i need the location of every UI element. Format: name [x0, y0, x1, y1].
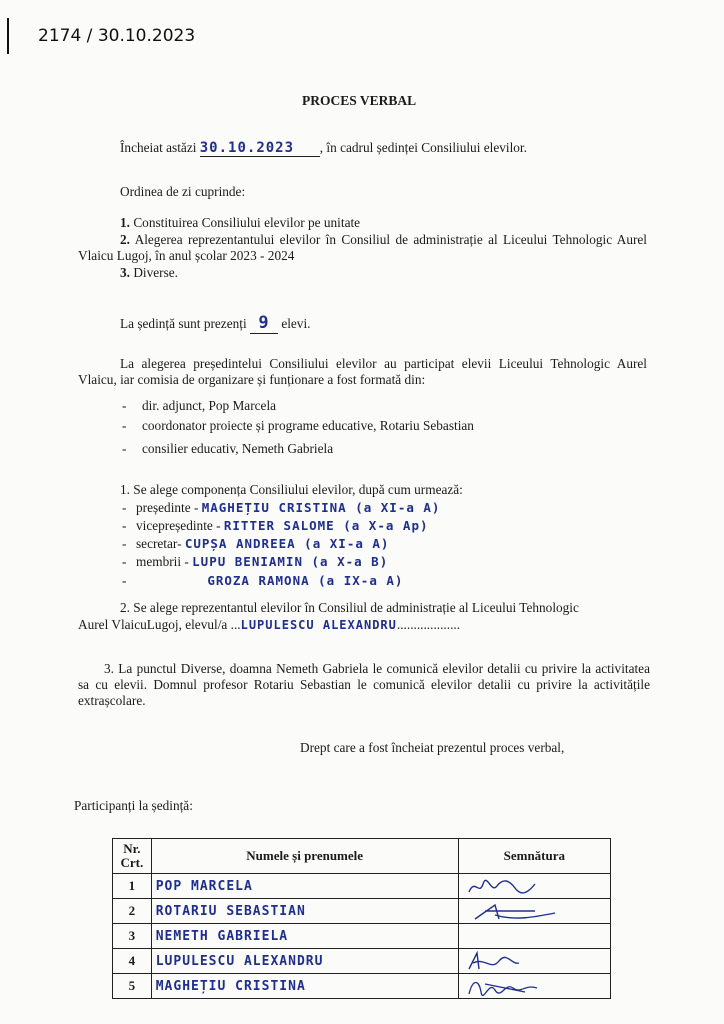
signature-2: [465, 901, 565, 923]
role-secretary: - secretar- CUPȘA ANDREEA (a XI-a A): [122, 536, 390, 551]
commission-item-2: - coordonator proiecte și programe educative, Rotariu Sebastian: [122, 418, 474, 433]
commission-item-1: - dir. adjunct, Pop Marcela: [122, 398, 277, 413]
agenda-item-2: 2. Alegerea reprezentantului elevilor în Consiliul de administrație al Liceului Tehnologic Aurel Vlaicu Lugoj, în anul școlar 2023 - 2024: [78, 232, 647, 263]
section2-line1: 2. Se alege reprezentantul elevilor în Consiliul de administrație al Liceului Tehnologic: [120, 600, 579, 615]
intro-date: 30.10.2023: [200, 140, 320, 157]
signature-cell: [458, 874, 610, 899]
closing-line: Drept care a fost încheiat prezentul proces verbal,: [300, 740, 565, 755]
agenda-item-3: 3. Diverse.: [120, 265, 178, 280]
role-member-1: - membrii - LUPU BENIAMIN (a X-a B): [122, 554, 389, 569]
header-nr: Nr. Crt.: [113, 839, 152, 874]
signature-cell: [458, 924, 610, 949]
header-signature: Semnătura: [458, 839, 610, 874]
election-paragraph: La alegerea președintelui Consiliului elevilor au participat elevii Liceului Tehnologic Aurel Vlaicu, iar comisia de organizare și funționare a fost formată din:: [78, 356, 647, 387]
attendance-line: La ședință sunt prezenți 9 elevi.: [120, 313, 311, 333]
role-president: - președinte - MAGHEȚIU CRISTINA (a XI-a A): [122, 500, 441, 515]
signature-cell: [458, 949, 610, 974]
document-title: PROCES VERBAL: [302, 93, 417, 108]
registration-number: 2174: [38, 26, 82, 46]
registration-date: 30.10.2023: [97, 26, 196, 46]
header-separator: /: [86, 26, 93, 46]
table-row: 4 LUPULESCU ALEXANDRU: [113, 949, 611, 974]
signature-cell: [458, 899, 610, 924]
signature-cell: [458, 974, 610, 999]
commission-item-3: - consilier educativ, Nemeth Gabriela: [122, 441, 334, 456]
signature-4: [465, 951, 525, 973]
intro-prefix: Încheiat astăzi: [120, 140, 197, 155]
section3-paragraph: 3. La punctul Diverse, doamna Nemeth Gabriela le comunică elevilor detalii cu privire la activitatea sa cu elevii. Domnul profesor Rotariu Sebastian le comunică elevilor detalii cu privire la activitățile extrașcolare.: [78, 661, 650, 708]
header-name: Numele și prenumele: [151, 839, 458, 874]
list-dash: -: [122, 418, 127, 433]
participants-heading: Participanți la ședință:: [74, 798, 193, 813]
signature-1: [465, 876, 545, 898]
intro-suffix: , în cadrul ședinței Consiliului elevilor.: [319, 140, 527, 155]
agenda-heading: Ordinea de zi cuprinde:: [120, 184, 246, 199]
table-row: 2 ROTARIU SEBASTIAN: [113, 899, 611, 924]
table-header-row: [113, 839, 611, 874]
intro-line: [120, 140, 527, 157]
role-vicepresident: - vicepreședinte - RITTER SALOME (a X-a Ap): [122, 518, 429, 533]
attendance-count: 9: [250, 313, 278, 334]
handwritten-header: [38, 26, 195, 46]
section1-heading: 1. Se alege componența Consiliului elevilor, după cum urmează:: [120, 482, 463, 497]
table-row: 5 MAGHEȚIU CRISTINA: [113, 974, 611, 999]
table-row: 1 POP MARCELA: [113, 874, 611, 899]
margin-mark: [7, 18, 9, 54]
section2-line2: Aurel VlaicuLugoj, elevul/a ...LUPULESCU ALEXANDRU...................: [78, 617, 461, 632]
list-dash: -: [122, 398, 127, 413]
participants-table: [112, 838, 611, 999]
signature-5: [465, 976, 545, 998]
agenda-item-1: 1. Constituirea Consiliului elevilor pe unitate: [120, 215, 361, 230]
list-dash: -: [122, 441, 127, 456]
table-row: 3 NEMETH GABRIELA: [113, 924, 611, 949]
role-member-2: - GROZA RAMONA (a IX-a A): [122, 573, 404, 588]
representative-name: LUPULESCU ALEXANDRU: [240, 618, 397, 632]
